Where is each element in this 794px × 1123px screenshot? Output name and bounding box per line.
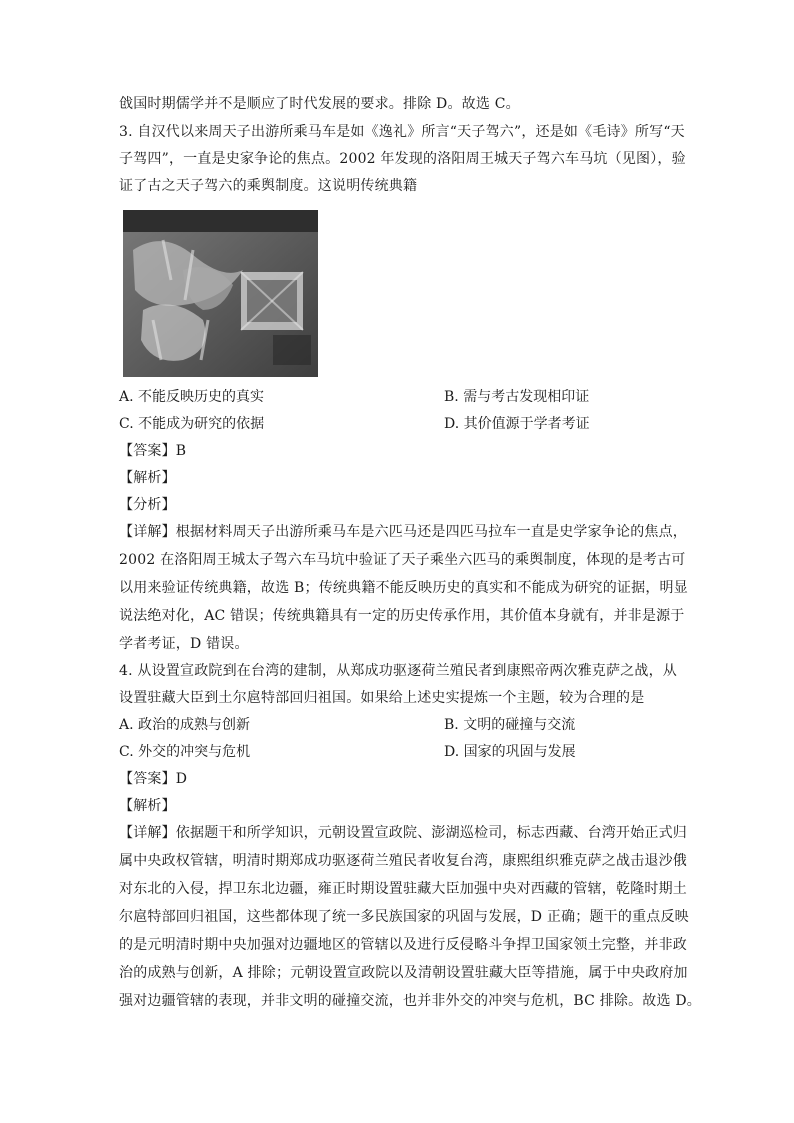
q3-analysis-label: 【解析】 xyxy=(119,470,176,486)
q3-fenxi-label: 【分析】 xyxy=(119,497,176,513)
q4-detail-line-7: 强对边疆管辖的表现，并非文明的碰撞交流，也并非外交的冲突与危机，BC 排除。故选 D。 xyxy=(119,993,701,1009)
q3-stem-line-1: 3. 自汉代以来周天子出游所乘马车是如《逸礼》所言“天子驾六”，还是如《毛诗》所写“天 xyxy=(119,124,685,140)
q4-detail-line-3: 对东北的入侵，捍卫东北边疆，雍正时期设置驻藏大臣加强中央对西藏的管辖，乾隆时期土 xyxy=(119,881,687,897)
q4-detail-line-2: 属中央政权管辖，明清时期郑成功驱逐荷兰殖民者收复台湾，康熙组织雅克萨之战击退沙俄 xyxy=(119,853,687,869)
q3-stem-line-3: 证了古之天子驾六的乘舆制度。这说明传统典籍 xyxy=(119,178,418,194)
q3-option-c: C. 不能成为研究的依据 xyxy=(119,416,265,432)
q4-stem-line-1: 4. 从设置宣政院到在台湾的建制，从郑成功驱逐荷兰殖民者到康熙帝两次雅克萨之战，从 xyxy=(119,663,678,679)
q3-detail-line-4: 说法绝对化，AC 错误；传统典籍具有一定的历史传承作用，其价值本身就有，并非是源于 xyxy=(119,608,685,624)
chariot-pit-photo xyxy=(123,210,318,377)
q4-option-d: D. 国家的巩固与发展 xyxy=(444,744,576,760)
q4-option-b: B. 文明的碰撞与交流 xyxy=(444,717,576,733)
q4-detail-line-5: 的是元明清时期中央加强对边疆地区的管辖以及进行反侵略斗争捍卫国家领土完整，并非政 xyxy=(119,937,687,953)
q3-answer: 【答案】B xyxy=(119,443,187,459)
q3-stem-line-2: 子驾四”，一直是史家争论的焦点。2002 年发现的洛阳周王城天子驾六车马坑（见图），验 xyxy=(119,151,686,167)
q4-detail-line-1: 【详解】依据题干和所学知识，元朝设置宣政院、澎湖巡检司，标志西藏、台湾开始正式归 xyxy=(119,825,687,841)
q3-option-b: B. 需与考古发现相印证 xyxy=(444,389,590,405)
q4-analysis-label: 【解析】 xyxy=(119,798,176,814)
q4-detail-line-4: 尔扈特部回归祖国，这些都体现了统一多民族国家的巩固与发展，D 正确；题干的重点反映 xyxy=(119,909,689,925)
q3-detail-line-5: 学者考证，D 错误。 xyxy=(119,636,249,652)
q4-stem-line-2: 设置驻藏大臣到土尔扈特部回归祖国。如果给上述史实提炼一个主题，较为合理的是 xyxy=(119,690,645,706)
q3-detail-line-3: 以用来验证传统典籍，故选 B；传统典籍不能反映历史的真实和不能成为研究的证据，明显 xyxy=(119,580,688,596)
q3-option-a: A. 不能反映历史的真实 xyxy=(119,389,265,405)
q3-detail-line-2: 2002 在洛阳周王城太子驾六车马坑中验证了天子乘坐六匹马的乘舆制度，体现的是考古可 xyxy=(119,552,686,568)
q3-detail-line-1: 【详解】根据材料周天子出游所乘马车是六匹马还是四匹马拉车一直是史学家争论的焦点， xyxy=(119,524,687,540)
q4-detail-line-6: 治的成熟与创新，A 排除；元朝设置宣政院以及清朝设置驻藏大臣等措施，属于中央政府加 xyxy=(119,965,688,981)
q4-answer: 【答案】D xyxy=(119,771,188,787)
q4-option-a: A. 政治的成熟与创新 xyxy=(119,717,251,733)
q3-option-d: D. 其价值源于学者考证 xyxy=(444,416,590,432)
q4-option-c: C. 外交的冲突与危机 xyxy=(119,744,251,760)
previous-answer-tail: 戗国时期儒学并不是顺应了时代发展的要求。排除 D。故选 C。 xyxy=(119,96,520,112)
